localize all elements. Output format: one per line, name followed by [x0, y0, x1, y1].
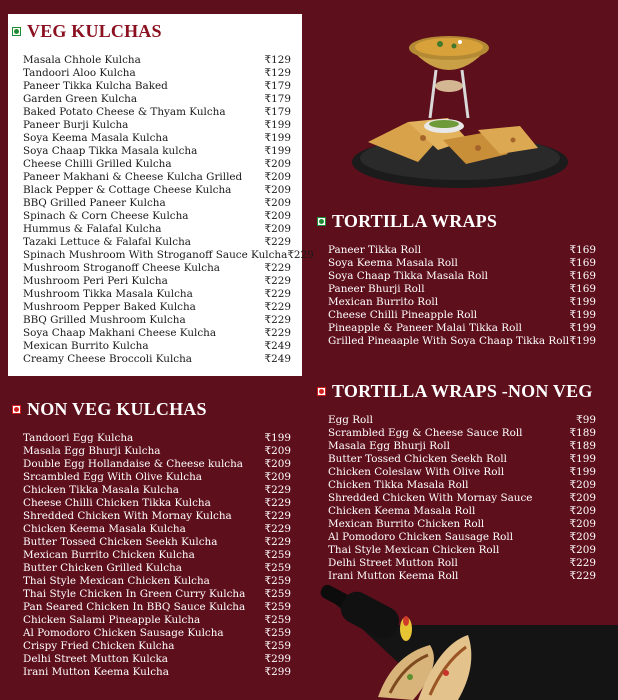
menu-item	[23, 119, 291, 132]
non-veg-kulchas-list	[23, 432, 291, 679]
menu-item	[23, 484, 291, 497]
menu-item-price: ₹229	[264, 301, 291, 313]
menu-item-price: ₹199	[569, 335, 596, 347]
menu-item-price: ₹209	[264, 471, 291, 483]
menu-item	[23, 275, 291, 288]
menu-item	[23, 184, 291, 197]
menu-item	[23, 523, 291, 536]
menu-item-price: ₹169	[569, 244, 596, 256]
menu-item-name: Irani Mutton Keema Roll	[328, 570, 459, 582]
menu-item-name: Chicken Tikka Masala Roll	[328, 479, 469, 491]
tortilla-wraps-heading	[317, 211, 497, 232]
menu-item	[23, 536, 291, 549]
menu-item-name: Paneer Makhani & Cheese Kulcha Grilled	[23, 171, 243, 183]
nonveg-mark-icon	[12, 405, 21, 414]
menu-item-price: ₹299	[264, 653, 291, 665]
menu-item-name: Soya Chaap Tikka Masala kulcha	[23, 145, 198, 157]
menu-item-name: Paneer Burji Kulcha	[23, 119, 129, 131]
menu-item	[23, 106, 291, 119]
menu-item-name: Masala Egg Bhurji Kulcha	[23, 445, 161, 457]
menu-item-price: ₹259	[264, 562, 291, 574]
menu-item-price: ₹259	[264, 627, 291, 639]
menu-item-name: Mushroom Tikka Masala Kulcha	[23, 288, 193, 300]
menu-item	[328, 283, 596, 296]
menu-item	[23, 510, 291, 523]
menu-item	[23, 340, 291, 353]
menu-item	[23, 249, 314, 262]
menu-item-name: Delhi Street Mutton Kulcka	[23, 653, 168, 665]
menu-item-price: ₹209	[264, 210, 291, 222]
menu-item	[23, 171, 291, 184]
menu-item-name: Grilled Pineaaple With Soya Chaap Tikka Roll	[328, 335, 570, 347]
menu-item	[23, 353, 291, 366]
menu-item-price: ₹249	[264, 340, 291, 352]
menu-item	[328, 466, 596, 479]
menu-item-name: Double Egg Hollandaise & Cheese kulcha	[23, 458, 243, 470]
menu-item-price: ₹249	[264, 353, 291, 365]
menu-item-name: Al Pomodoro Chicken Sausage Kulcha	[23, 627, 224, 639]
menu-item-price: ₹209	[569, 544, 596, 556]
menu-item	[23, 327, 291, 340]
menu-item-name: Paneer Tikka Roll	[328, 244, 422, 256]
menu-item-price: ₹209	[569, 518, 596, 530]
menu-item-name: Garden Green Kulcha	[23, 93, 138, 105]
menu-item-name: Shredded Chicken With Mornay Sauce	[328, 492, 533, 504]
menu-item	[23, 301, 291, 314]
menu-item-name: Chicken Keema Masala Kulcha	[23, 523, 186, 535]
menu-item-price: ₹229	[569, 557, 596, 569]
menu-item-name: Mushroom Stroganoff Cheese Kulcha	[23, 262, 220, 274]
menu-item-price: ₹179	[264, 93, 291, 105]
menu-item	[328, 309, 596, 322]
menu-item-price: ₹199	[264, 119, 291, 131]
menu-item-price: ₹169	[569, 257, 596, 269]
menu-item-name: Mexican Burrito Roll	[328, 296, 439, 308]
menu-item-name: Tazaki Lettuce & Falafal Kulcha	[23, 236, 191, 248]
menu-item-price: ₹199	[264, 145, 291, 157]
menu-item	[328, 322, 596, 335]
menu-item-name: Crispy Fried Chicken Kulcha	[23, 640, 175, 652]
menu-item-name: Butter Chicken Grilled Kulcha	[23, 562, 182, 574]
menu-item	[328, 414, 596, 427]
menu-item-price: ₹229	[264, 314, 291, 326]
menu-item	[23, 627, 291, 640]
menu-item-price: ₹169	[569, 283, 596, 295]
menu-item-price: ₹209	[264, 158, 291, 170]
menu-item-price: ₹229	[264, 236, 291, 248]
menu-item	[328, 257, 596, 270]
menu-item-name: Masala Chhole Kulcha	[23, 54, 141, 66]
menu-item-name: Spinach Mushroom With Stroganoff Sauce Kulcha	[23, 249, 288, 261]
menu-item-price: ₹229	[569, 570, 596, 582]
menu-item-name: Paneer Tikka Kulcha Baked	[23, 80, 168, 92]
menu-item-name: Soya Chaap Tikka Masala Roll	[328, 270, 488, 282]
menu-item-price: ₹129	[264, 67, 291, 79]
menu-item	[23, 158, 291, 171]
menu-item-name: Mexican Burrito Kulcha	[23, 340, 149, 352]
menu-item-name: Chicken Coleslaw With Olive Roll	[328, 466, 505, 478]
kulcha-platter-image	[348, 22, 568, 192]
tortilla-wraps-non-veg-heading	[317, 381, 593, 402]
menu-item-price: ₹229	[264, 288, 291, 300]
menu-item-price: ₹259	[264, 588, 291, 600]
menu-item-price: ₹209	[264, 458, 291, 470]
menu-item-name: Soya Keema Masala Kulcha	[23, 132, 169, 144]
menu-item-price: ₹199	[569, 322, 596, 334]
menu-item	[23, 288, 291, 301]
menu-item	[23, 575, 291, 588]
menu-item-price: ₹169	[569, 270, 596, 282]
menu-item	[23, 640, 291, 653]
menu-item	[23, 145, 291, 158]
veg-mark-icon	[12, 27, 21, 36]
menu-item-price: ₹229	[264, 262, 291, 274]
menu-item	[328, 531, 596, 544]
menu-item-price: ₹199	[569, 309, 596, 321]
tortilla-wraps-image	[318, 585, 618, 700]
tortilla-wraps-title: TORTILLA WRAPS	[332, 211, 498, 231]
menu-item-price: ₹189	[569, 440, 596, 452]
nonveg-mark-icon	[317, 387, 326, 396]
menu-item-name: Hummus & Falafal Kulcha	[23, 223, 162, 235]
menu-item	[23, 210, 291, 223]
menu-item-name: Baked Potato Cheese & Thyam Kulcha	[23, 106, 226, 118]
menu-item	[328, 557, 596, 570]
menu-item	[23, 314, 291, 327]
menu-item-name: Al Pomodoro Chicken Sausage Roll	[328, 531, 514, 543]
menu-item-name: BBQ Grilled Paneer Kulcha	[23, 197, 166, 209]
tortilla-wraps-non-veg-title: TORTILLA WRAPS -NON VEG	[332, 381, 593, 401]
menu-item-name: Srcambled Egg With Olive Kulcha	[23, 471, 202, 483]
veg-mark-icon	[317, 217, 326, 226]
menu-item-name: Masala Egg Bhurji Roll	[328, 440, 450, 452]
menu-item	[23, 458, 291, 471]
menu-item	[328, 244, 596, 257]
menu-item	[23, 497, 291, 510]
tortilla-wraps-list	[328, 244, 596, 348]
menu-item-name: Butter Tossed Chicken Seekh Kulcha	[23, 536, 218, 548]
menu-item	[23, 236, 291, 249]
menu-item	[328, 505, 596, 518]
menu-item-name: Tandoori Egg Kulcha	[23, 432, 134, 444]
menu-item-price: ₹209	[264, 445, 291, 457]
menu-item-name: Tandoori Aloo Kulcha	[23, 67, 136, 79]
menu-item-name: Creamy Cheese Broccoli Kulcha	[23, 353, 192, 365]
menu-item	[23, 262, 291, 275]
menu-item-price: ₹209	[569, 479, 596, 491]
menu-item-price: ₹229	[264, 327, 291, 339]
menu-item-price: ₹259	[264, 614, 291, 626]
menu-item-name: BBQ Grilled Mushroom Kulcha	[23, 314, 186, 326]
menu-item	[23, 432, 291, 445]
menu-item-price: ₹189	[569, 427, 596, 439]
menu-item	[328, 270, 596, 283]
menu-item-price: ₹199	[264, 132, 291, 144]
menu-item-price: ₹129	[264, 54, 291, 66]
menu-item	[328, 296, 596, 309]
menu-item-price: ₹179	[264, 80, 291, 92]
menu-item	[328, 440, 596, 453]
menu-item-price: ₹179	[264, 106, 291, 118]
menu-item-price: ₹259	[264, 549, 291, 561]
veg-kulchas-heading	[12, 21, 162, 42]
veg-kulchas-title: VEG KULCHAS	[27, 21, 162, 41]
menu-item-name: Butter Tossed Chicken Seekh Roll	[328, 453, 507, 465]
menu-item-name: Chicken Tikka Masala Kulcha	[23, 484, 180, 496]
menu-item-name: Scrambled Egg & Cheese Sauce Roll	[328, 427, 523, 439]
menu-item-name: Thai Style Mexican Chicken Roll	[328, 544, 500, 556]
menu-item	[23, 601, 291, 614]
menu-item	[23, 67, 291, 80]
menu-item	[23, 471, 291, 484]
menu-item-price: ₹209	[264, 197, 291, 209]
menu-item-price: ₹229	[264, 275, 291, 287]
menu-item-price: ₹259	[264, 601, 291, 613]
menu-item	[23, 562, 291, 575]
menu-item-name: Black Pepper & Cottage Cheese Kulcha	[23, 184, 232, 196]
menu-item	[23, 54, 291, 67]
menu-item	[23, 223, 291, 236]
menu-item	[328, 335, 596, 348]
menu-item-name: Paneer Bhurji Roll	[328, 283, 425, 295]
menu-item-name: Soya Keema Masala Roll	[328, 257, 458, 269]
menu-item-price: ₹199	[264, 432, 291, 444]
menu-item	[23, 666, 291, 679]
menu-item-price: ₹199	[569, 466, 596, 478]
menu-item-price: ₹259	[264, 575, 291, 587]
menu-item	[23, 197, 291, 210]
menu-item-price: ₹99	[576, 414, 596, 426]
menu-item	[328, 570, 596, 583]
menu-item-name: Pineapple & Paneer Malai Tikka Roll	[328, 322, 523, 334]
menu-item-name: Cheese Chilli Grilled Kulcha	[23, 158, 172, 170]
menu-item-price: ₹229	[264, 484, 291, 496]
menu-item-price: ₹209	[569, 492, 596, 504]
menu-item-name: Pan Seared Chicken In BBQ Sauce Kulcha	[23, 601, 246, 613]
menu-item-name: Thai Style Chicken In Green Curry Kulcha	[23, 588, 246, 600]
menu-item-price: ₹199	[569, 296, 596, 308]
menu-item-price: ₹229	[264, 510, 291, 522]
menu-item-name: Mushroom Peri Peri Kulcha	[23, 275, 168, 287]
menu-item	[328, 518, 596, 531]
menu-item	[23, 93, 291, 106]
menu-item	[328, 492, 596, 505]
menu-item-name: Mexican Burrito Chicken Roll	[328, 518, 485, 530]
menu-item-name: Irani Mutton Keema Kulcha	[23, 666, 169, 678]
menu-item-name: Chicken Keema Masala Roll	[328, 505, 476, 517]
menu-item-price: ₹229	[264, 523, 291, 535]
menu-item	[23, 549, 291, 562]
menu-item	[23, 80, 291, 93]
menu-item-price: ₹209	[569, 505, 596, 517]
menu-item	[328, 479, 596, 492]
menu-item-name: Mexican Burrito Chicken Kulcha	[23, 549, 195, 561]
menu-item-name: Spinach & Corn Cheese Kulcha	[23, 210, 189, 222]
menu-item-price: ₹199	[569, 453, 596, 465]
menu-item	[23, 614, 291, 627]
tortilla-wraps-non-veg-list	[328, 414, 596, 583]
menu-item-price: ₹259	[264, 640, 291, 652]
menu-item	[23, 132, 291, 145]
menu-item-name: Cheese Chilli Chicken Tikka Kulcha	[23, 497, 211, 509]
menu-item-name: Cheese Chilli Pineapple Roll	[328, 309, 478, 321]
menu-item-price: ₹209	[264, 223, 291, 235]
menu-item-name: Egg Roll	[328, 414, 373, 426]
menu-item-name: Thai Style Mexican Chicken Kulcha	[23, 575, 210, 587]
menu-item	[328, 427, 596, 440]
menu-item-price: ₹209	[264, 184, 291, 196]
menu-item-name: Mushroom Pepper Baked Kulcha	[23, 301, 196, 313]
menu-item	[328, 544, 596, 557]
menu-item	[23, 445, 291, 458]
menu-item-price: ₹209	[569, 531, 596, 543]
menu-item-price: ₹229	[264, 536, 291, 548]
menu-item-price: ₹209	[264, 171, 291, 183]
menu-item-name: Soya Chaap Makhani Cheese Kulcha	[23, 327, 217, 339]
menu-item-name: Delhi Street Mutton Roll	[328, 557, 458, 569]
veg-kulchas-list	[23, 54, 314, 366]
menu-item	[23, 653, 291, 666]
menu-item-price: ₹299	[264, 666, 291, 678]
menu-item-name: Shredded Chicken With Mornay Kulcha	[23, 510, 232, 522]
non-veg-kulchas-title: NON VEG KULCHAS	[27, 399, 207, 419]
menu-item	[328, 453, 596, 466]
menu-item-price: ₹229	[287, 249, 314, 261]
non-veg-kulchas-heading	[12, 399, 207, 420]
menu-item-price: ₹229	[264, 497, 291, 509]
menu-item-name: Chicken Salami Pineapple Kulcha	[23, 614, 201, 626]
menu-item	[23, 588, 291, 601]
